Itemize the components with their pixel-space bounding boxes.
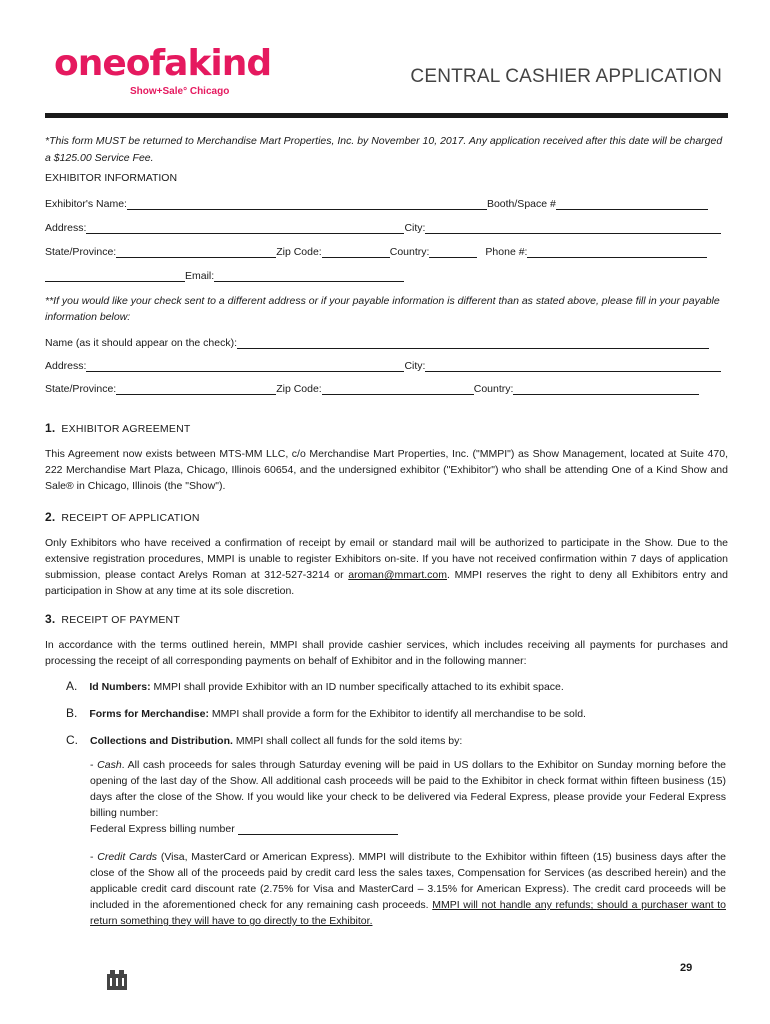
payable-state-label: State/Province: xyxy=(45,383,117,395)
credit-text: (Visa, MasterCard or American Express). MMPI will distribute to the Exhibitor within fifteen (15) business days after the close of the Show all of the proceeds paid by credit card less the sales taxes, Compensation for Services (as described herein) and the applicable credit card discount rate (2.75% for Visa and MasterCard – 3.15% for American Express). The credit card proceeds will be included in the aforementioned check for any remaining cash proceeds. xyxy=(90,851,726,911)
exhibitor-name-label: Exhibitor's Name: xyxy=(45,198,127,210)
payable-name-row xyxy=(45,336,709,349)
exhibitor-info-heading: EXHIBITOR INFORMATION xyxy=(45,172,178,184)
item-b xyxy=(66,706,586,720)
fedex-label: Federal Express billing number xyxy=(90,823,235,835)
page-title: CENTRAL CASHIER APPLICATION xyxy=(410,66,722,87)
refund-policy: MMPI will not handle any refunds; should a purchaser want to return something they will have to go directly to the Exhibitor. xyxy=(90,899,727,927)
section-3-text: In accordance with the terms outlined herein, MMPI shall provide cashier services, which includes receiving all payments for purchases and processing the receipt of all corresponding payments on behalf of Exhibitor and in the following manner: xyxy=(45,639,728,667)
section-2-text-b: . MMPI reserves the right to deny all Exhibitors entry and participation in Show at any time at its sole discretion. xyxy=(45,569,728,597)
payable-zip-field[interactable] xyxy=(322,382,474,395)
payable-name-label: Name (as it should appear on the check): xyxy=(45,337,238,349)
section-1-number: 1. xyxy=(45,421,56,435)
state-label: State/Province: xyxy=(45,246,117,258)
section-2-text-a: Only Exhibitors who have received a confirmation of receipt by email or standard mail will be authorized to participate in the Show. Due to the extensive registration procedures, MMPI is unable to register Exhibitors on-site. If you have not received confirmation within 7 days of application submission, please contact Arelys Roman at 312-527-3214 or xyxy=(45,537,728,581)
cash-paragraph xyxy=(90,757,726,821)
item-c xyxy=(66,733,462,747)
deadline-notice: *This form MUST be returned to Merchandise Mart Properties, Inc. by November 10, 2017. Any application received after this date will be charged a $125.00 Service Fee. xyxy=(45,135,723,164)
payable-name-field[interactable] xyxy=(237,336,709,349)
item-a-text: MMPI shall provide Exhibitor with an ID number specifically attached to its exhibit space. xyxy=(150,681,564,693)
item-b-text: MMPI shall provide a form for the Exhibitor to identify all merchandise to be sold. xyxy=(208,708,586,720)
section-3-heading xyxy=(45,612,180,626)
address-label: Address: xyxy=(45,222,87,234)
booth-label: Booth/Space # xyxy=(486,198,556,210)
state-field[interactable] xyxy=(116,245,276,258)
fedex-row xyxy=(90,822,398,835)
payable-state-field[interactable] xyxy=(116,382,276,395)
payable-address-label: Address: xyxy=(45,360,87,372)
credit-label: Credit Cards xyxy=(97,851,158,863)
brand-logo: oneofakind xyxy=(54,43,272,84)
item-c-text: MMPI shall collect all funds for the sold items by: xyxy=(232,735,463,747)
brand-logo-subtitle: Show+Sale° Chicago xyxy=(130,86,230,97)
section-2-heading xyxy=(45,510,200,524)
item-b-letter: B. xyxy=(66,706,78,720)
country-label: Country: xyxy=(389,246,430,258)
payable-city-label: City: xyxy=(404,360,426,372)
section-1-heading xyxy=(45,421,190,435)
item-c-title: Collections and Distribution. xyxy=(90,735,233,747)
email-label: Email: xyxy=(185,270,215,282)
credit-card-paragraph xyxy=(90,849,726,929)
country-field[interactable] xyxy=(429,245,477,258)
address-field[interactable] xyxy=(86,221,404,234)
phone-label: Phone #: xyxy=(485,246,528,258)
payable-country-field[interactable] xyxy=(513,382,699,395)
zip-label: Zip Code: xyxy=(276,246,322,258)
header-divider xyxy=(45,113,728,118)
section-2-number: 2. xyxy=(45,510,56,524)
section-2-text xyxy=(45,535,728,599)
section-3-title: RECEIPT OF PAYMENT xyxy=(61,614,180,626)
exhibitor-email-row xyxy=(45,269,404,282)
cash-label: Cash xyxy=(97,759,122,771)
payable-address-field[interactable] xyxy=(86,359,404,372)
exhibitor-name-row xyxy=(45,197,708,210)
section-2-title: RECEIPT OF APPLICATION xyxy=(61,512,200,524)
payable-city-field[interactable] xyxy=(425,359,721,372)
cash-text: . All cash proceeds for sales through Saturday evening will be paid in US dollars to the Exhibitor on Sunday morning before the opening of the last day of the Show. All additional cash proceeds will be paid to the Exhibitor in check format within fifteen business (15) days after the close of the Show. If you would like your check to be delivered via Federal Express, please provide your Federal Express billing number: xyxy=(90,759,727,819)
item-c-letter: C. xyxy=(66,733,78,747)
booth-field[interactable] xyxy=(556,197,708,210)
building-icon xyxy=(106,968,128,990)
section-1-title: EXHIBITOR AGREEMENT xyxy=(61,423,191,435)
item-a-title: Id Numbers: xyxy=(89,681,151,693)
section-1-text: This Agreement now exists between MTS-MM LLC, c/o Merchandise Mart Properties, Inc. ("MMPI") as Show Management, located at Suite 470, 222 Merchandise Mart Plaza, Chicago, Illinois 60654, and the undersigned exhibitor ("Exhibitor") who shall be attending One of a Kind Show and Sale® in Chicago, Illinois (the "Show"). xyxy=(45,448,728,492)
payable-note: **If you would like your check sent to a different address or if your payable information is different than as stated above, please fill in your payable information below: xyxy=(45,295,720,323)
fedex-number-field[interactable] xyxy=(238,822,398,835)
payable-country-label: Country: xyxy=(473,383,514,395)
zip-field[interactable] xyxy=(322,245,390,258)
exhibitor-address-row xyxy=(45,221,721,234)
item-a-letter: A. xyxy=(66,679,78,693)
exhibitor-location-row xyxy=(45,245,707,258)
credit-dash: - xyxy=(90,851,98,863)
email-field[interactable] xyxy=(214,269,404,282)
page-number: 29 xyxy=(680,962,693,974)
phone-field[interactable] xyxy=(527,245,707,258)
cash-dash: - xyxy=(90,759,98,771)
exhibitor-name-field[interactable] xyxy=(127,197,487,210)
email-prefix-line xyxy=(45,269,185,282)
section-3-number: 3. xyxy=(45,612,56,626)
payable-address-row xyxy=(45,359,721,372)
item-a xyxy=(66,679,564,693)
payable-zip-label: Zip Code: xyxy=(276,383,322,395)
item-b-title: Forms for Merchandise: xyxy=(89,708,209,720)
contact-email-link[interactable]: aroman@mmart.com xyxy=(348,569,448,581)
city-field[interactable] xyxy=(425,221,721,234)
payable-location-row xyxy=(45,382,699,395)
city-label: City: xyxy=(404,222,426,234)
